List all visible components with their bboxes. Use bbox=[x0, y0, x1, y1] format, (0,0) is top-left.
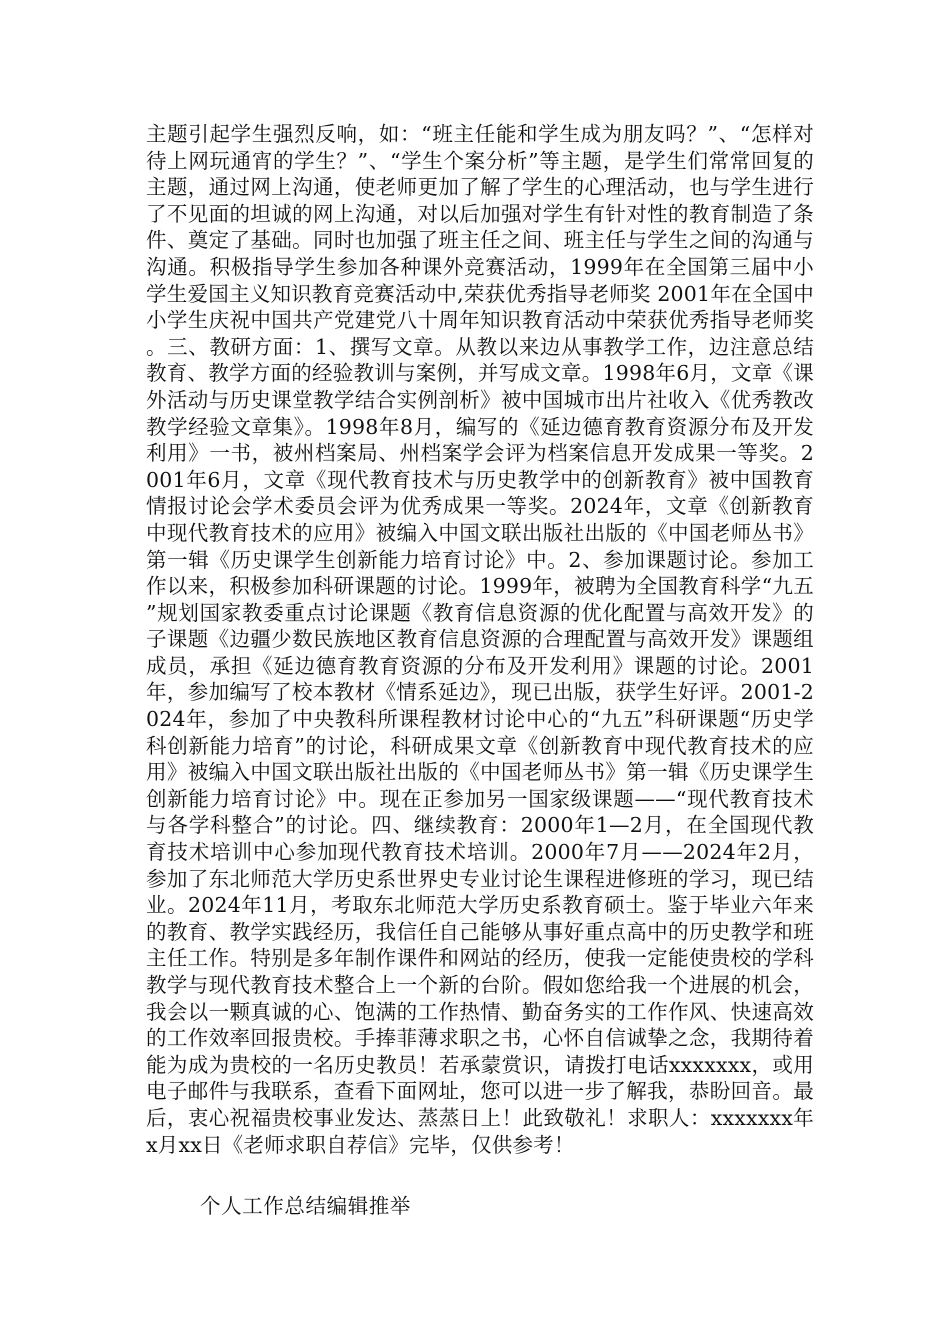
recommendation-heading: 个人工作总结编辑推举 bbox=[200, 1194, 411, 1218]
body-paragraph: 主题引起学生强烈反响，如：“班主任能和学生成为朋友吗？”、“怎样对待上网玩通宵的学生？”、“学生个案分析”等主题，是学生们常常回复的主题，通过网上沟通，使老师更加了解了学生的心理活动，也与学生进行了不见面的坦诚的网上沟通，对以后加强对学生有针对性的教育制造了条件、奠定了基础。同时也加强了班主任之间、班主任与学生之间的沟通与沟通。积极指导学生参加各种课外竞赛活动，1999年在全国第三届中小学生爱国主义知识教育竞赛活动中,荣获优秀指导老师奖 2001年在全国中小学生庆祝中国共产党建党八十周年知识教育活动中荣获优秀指导老师奖。三、教研方面：1、撰写文章。从教以来边从事教学工作，边注意总结教育、教学方面的经验教训与案例，并写成文章。1998年6月，文章《课外活动与历史课堂教学结合实例剖析》被中国城市出片社收入《优秀教改教学经验文章集》。1998年8月，编写的《延边德育教育资源分布及开发利用》一书，被州档案局、州档案学会评为档案信息开发成果一等奖。2001年6月，文章《现代教育技术与历史教学中的创新教育》被中国教育情报讨论会学术委员会评为优秀成果一等奖。2024年，文章《创新教育中现代教育技术的应用》被编入中国文联出版社出版的《中国老师丛书》第一辑《历史课学生创新能力培育讨论》中。2、参加课题讨论。参加工作以来，积极参加科研课题的讨论。1999年，被聘为全国教育科学“九五”规划国家教委重点讨论课题《教育信息资源的优化配置与高效开发》的子课题《边疆少数民族地区教育信息资源的合理配置与高效开发》课题组成员，承担《延边德育教育资源的分布及开发利用》课题的讨论。2001年，参加编写了校本教材《情系延边》，现已出版，获学生好评。2001-2024年，参加了中央教科所课程教材讨论中心的“九五”科研课题“历史学科创新能力培育”的讨论，科研成果文章《创新教育中现代教育技术的应用》被编入中国文联出版社出版的《中国老师丛书》第一辑《历史课学生创新能力培育讨论》中。现在正参加另一国家级课题——“现代教育技术与各学科整合”的讨论。四、继续教育：2000年1—2月，在全国现代教育技术培训中心参加现代教育技术培训。2000年7月——2024年2月，参加了东北师范大学历史系世界史专业讨论生课程进修班的学习，现已结业。2024年11月，考取东北师范大学历史系教育硕士。鉴于毕业六年来的教育、教学实践经历，我信任自己能够从事好重点高中的历史教学和班主任工作。特别是多年制作课件和网站的经历，使我一定能使贵校的学科教学与现代教育技术整合上一个新的台阶。假如您给我一个进展的机会，我会以一颗真诚的心、饱满的工作热情、勤奋务实的工作作风、快速高效的工作效率回报贵校。手捧菲薄求职之书，心怀自信诚挚之念，我期待着能为成为贵校的一名历史教员！若承蒙赏识，请拨打电话xxxxxxx，或用电子邮件与我联系，查看下面网址，您可以进一步了解我，恭盼回音。最后，衷心祝福贵校事业发达、蒸蒸日上！此致敬礼！求职人：xxxxxxx年x月xx日《老师求职自荐信》完毕，仅供参考！ bbox=[146, 122, 814, 1157]
